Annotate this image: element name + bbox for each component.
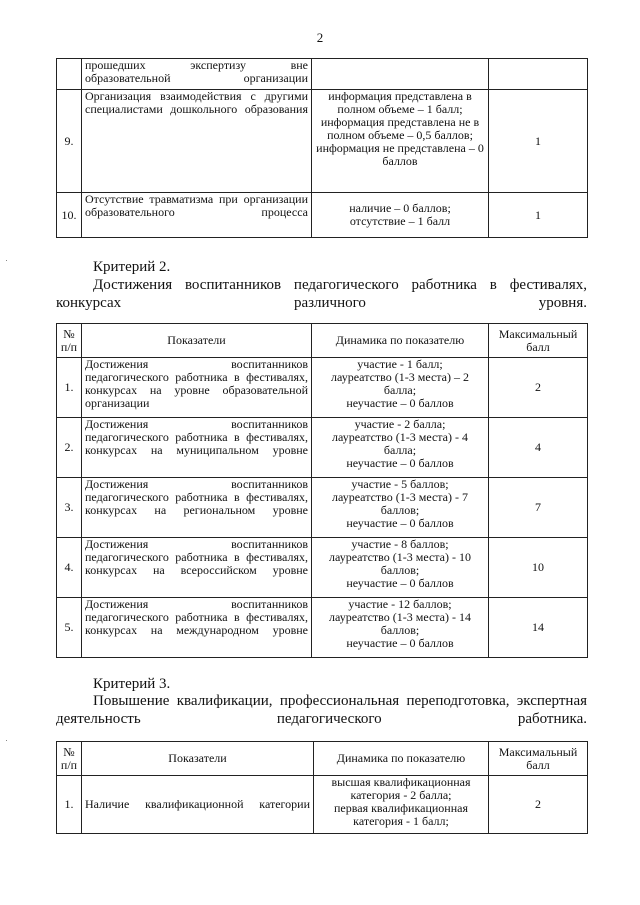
indicator-cell: Отсутствие травматизма при организации образовательного процесса (82, 193, 312, 238)
table-row (57, 418, 588, 478)
row-number (57, 59, 82, 90)
dynamics-line: лауреатство (1-3 места) - 4 балла; (332, 430, 468, 457)
row-number: 2. (57, 418, 82, 478)
criterion-2-title (56, 276, 587, 312)
dynamics-line: информация представлена в полном объеме – 1 балл; (328, 89, 472, 116)
dynamics-line: участие - 8 баллов; (351, 537, 449, 551)
header-indicator: Показатели (82, 324, 312, 358)
dynamics-line: участие - 5 баллов; (351, 477, 449, 491)
max-score-cell: 10 (489, 538, 588, 598)
max-score-cell: 7 (489, 478, 588, 538)
indicator-cell: Наличие квалификационной категории (82, 776, 314, 834)
table-row (57, 598, 588, 658)
dynamics-cell (312, 478, 489, 538)
header-number: № п/п (57, 742, 82, 776)
max-score-cell: 4 (489, 418, 588, 478)
dynamics-line: высшая квалификационная категория - 2 балла; (331, 775, 471, 802)
header-dynamics: Динамика по показателю (312, 324, 489, 358)
max-score-cell: 14 (489, 598, 588, 658)
max-score-cell: 1 (489, 193, 588, 238)
dynamics-cell (312, 538, 489, 598)
row-number: 3. (57, 478, 82, 538)
dynamics-line: информация не представлена – 0 баллов (316, 141, 484, 168)
table-criterion-1-continuation (56, 58, 588, 238)
dynamics-line: неучастие – 0 баллов (346, 396, 454, 410)
criterion-3-title-text: Повышение квалификации, профессиональная переподготовка, экспертная деятельность педагогического работника. (56, 693, 587, 727)
scan-mark (6, 260, 7, 261)
dynamics-line: участие - 1 балл; (357, 357, 443, 371)
row-number: 9. (57, 90, 82, 193)
table-criterion-3 (56, 741, 588, 834)
table-row (57, 478, 588, 538)
indicator-cell: Организация взаимодействия с другими специалистами дошкольного образования (82, 90, 312, 193)
criterion-3-title (56, 692, 587, 728)
table-row (57, 538, 588, 598)
max-score-cell: 1 (489, 90, 588, 193)
dynamics-cell (312, 90, 489, 193)
dynamics-line: первая квалификационная категория - 1 балл; (334, 801, 468, 828)
dynamics-cell (312, 358, 489, 418)
max-score-cell: 2 (489, 776, 588, 834)
table-row (57, 776, 588, 834)
row-number: 1. (57, 358, 82, 418)
header-max-score: Максимальный балл (489, 324, 588, 358)
page-number: 2 (316, 30, 324, 45)
criterion-3-label: Критерий 3. (93, 676, 171, 692)
indicator-cell: прошедших экспертизу вне образовательной организации (82, 59, 312, 90)
table-row (57, 59, 588, 90)
dynamics-line: лауреатство (1-3 места) – 2 балла; (331, 370, 469, 397)
dynamics-cell (312, 598, 489, 658)
indicator-cell: Достижения воспитанников педагогического работника в фестивалях, конкурсах на уровне образовательной организации (82, 358, 312, 418)
indicator-cell: Достижения воспитанников педагогического работника в фестивалях, конкурсах на всероссийском уровне (82, 538, 312, 598)
scan-mark (6, 740, 7, 741)
dynamics-cell (312, 193, 489, 238)
dynamics-cell (312, 59, 489, 90)
dynamics-line: неучастие – 0 баллов (346, 456, 454, 470)
dynamics-line: неучастие – 0 баллов (346, 576, 454, 590)
dynamics-line: лауреатство (1-3 места) - 10 баллов; (329, 550, 471, 577)
table-criterion-2 (56, 323, 588, 658)
dynamics-line: участие - 12 баллов; (348, 597, 452, 611)
criterion-2-title-text: Достижения воспитанников педагогического работника в фестивалях, конкурсах различного уровня. (56, 277, 587, 311)
dynamics-line: неучастие – 0 баллов (346, 516, 454, 530)
row-number: 5. (57, 598, 82, 658)
table-row (57, 193, 588, 238)
dynamics-line: участие - 2 балла; (354, 417, 446, 431)
header-max-score: Максимальный балл (489, 742, 588, 776)
dynamics-cell (314, 776, 489, 834)
dynamics-line: лауреатство (1-3 места) - 7 баллов; (332, 490, 468, 517)
dynamics-line: информация представлена не в полном объеме – 0,5 баллов; (320, 115, 480, 142)
max-score-cell (489, 59, 588, 90)
dynamics-line: отсутствие – 1 балл (349, 214, 451, 228)
criterion-2-label: Критерий 2. (93, 259, 171, 275)
indicator-cell: Достижения воспитанников педагогического работника в фестивалях, конкурсах на международном уровне (82, 598, 312, 658)
max-score-cell: 2 (489, 358, 588, 418)
table-row (57, 90, 588, 193)
table-row (57, 358, 588, 418)
dynamics-line: наличие – 0 баллов; (349, 201, 451, 215)
indicator-cell: Достижения воспитанников педагогического работника в фестивалях, конкурсах на региональном уровне (82, 478, 312, 538)
header-dynamics: Динамика по показателю (314, 742, 489, 776)
row-number: 10. (57, 193, 82, 238)
dynamics-line: лауреатство (1-3 места) - 14 баллов; (329, 610, 471, 637)
table-header-row (57, 742, 588, 776)
row-number: 1. (57, 776, 82, 834)
header-indicator: Показатели (82, 742, 314, 776)
indicator-cell: Достижения воспитанников педагогического работника в фестивалях, конкурсах на муниципальном уровне (82, 418, 312, 478)
header-number: № п/п (57, 324, 82, 358)
dynamics-line: неучастие – 0 баллов (346, 636, 454, 650)
dynamics-cell (312, 418, 489, 478)
row-number: 4. (57, 538, 82, 598)
table-header-row (57, 324, 588, 358)
